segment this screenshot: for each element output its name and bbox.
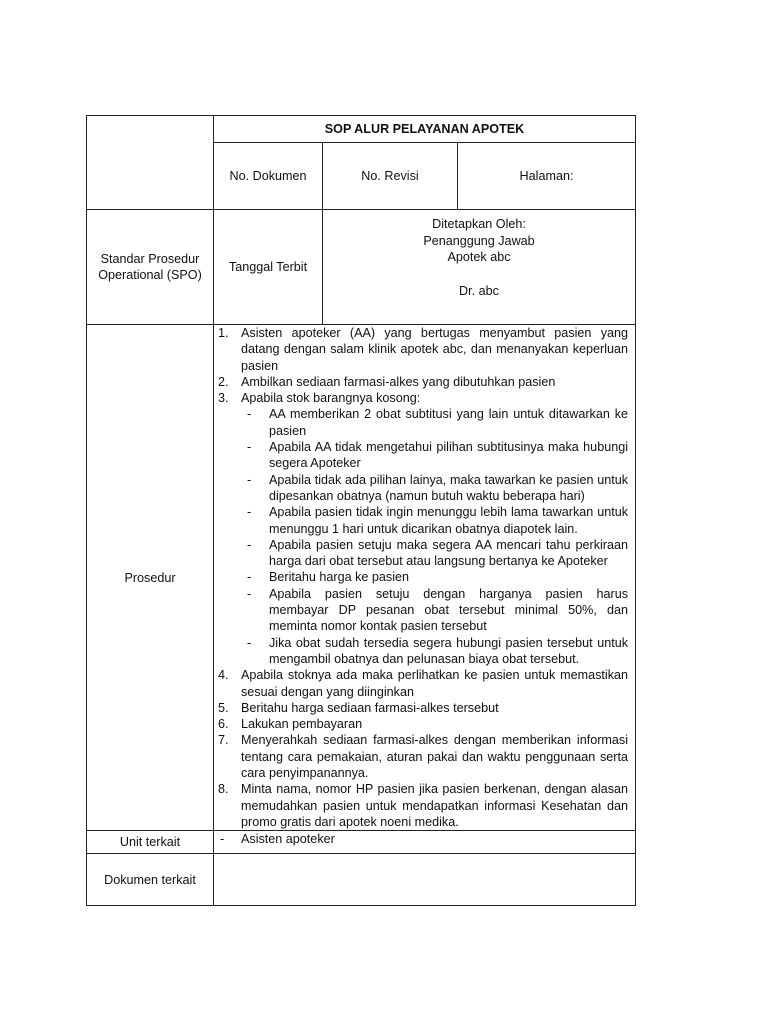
step-text: Lakukan pembayaran [241,717,363,732]
step-number: 4. [218,668,229,683]
dokumen-terkait-label: Dokumen terkait [87,854,214,906]
list-item [218,374,628,390]
step-text: Apabila stoknya ada maka perlihatkan ke pasien untuk memastikan sesuai dengan yang diinginkan [241,668,629,699]
dash-bullet: - [247,407,252,422]
spo-label-text: Standar Prosedur Operational (SPO) [98,251,202,282]
list-item [218,667,628,700]
no-dokumen-label: No. Dokumen [214,143,323,210]
substep-item [241,537,628,570]
tanggal-terbit-label: Tanggal Terbit [214,210,323,325]
unit-terkait-content [214,831,636,854]
document-title: SOP ALUR PELAYANAN APOTEK [214,116,636,143]
substep-text: Beritahu harga ke pasien [269,570,410,585]
step-text: Menyerahkah sediaan farmasi-alkes dengan memberikan informasi tentang cara pemakaian, aturan pakai dan waktu penggunaan serta cara penyimpanannya. [241,733,629,781]
step-number: 2. [218,374,229,389]
unit-terkait-row [87,831,636,854]
substep-item [241,439,628,472]
dash-bullet: - [247,440,252,455]
substep-text: Apabila pasien tidak ingin menunggu lebih lama tawarkan untuk menunggu 1 hari untuk dicarikan obatnya diapotek lain. [269,505,629,536]
substep-item [241,635,628,668]
list-item [218,732,628,781]
substep-item [241,472,628,505]
prosedur-content [214,325,636,831]
substep-item [241,504,628,537]
dash-bullet: - [247,537,252,552]
dokumen-terkait-content [214,854,636,906]
substep-text: Apabila tidak ada pilihan lainya, maka tawarkan ke pasien untuk dipesankan obatnya (namun butuh waktu beberapa hari) [269,472,629,503]
substep-item [241,569,628,585]
dash-bullet: - [247,505,252,520]
step-text: Ambilkan sediaan farmasi-alkes yang dibutuhkan pasien [241,374,556,389]
substep-text: Apabila pasien setuju dengan harganya pasien harus membayar DP pesanan obat tersebut minimal 50%, dan meminta nomor kontak pasien tersebut [269,586,629,634]
dash-bullet: - [220,832,225,847]
dash-bullet: - [247,586,252,601]
prosedur-row [87,325,636,831]
step-number: 3. [218,391,229,406]
no-revisi-label: No. Revisi [323,143,458,210]
step-number: 1. [218,326,229,340]
step-number: 5. [218,700,229,715]
spo-label [87,210,214,325]
unit-value: Asisten apoteker [241,832,335,847]
substep-text: Apabila pasien setuju maka segera AA mencari tahu perkiraan harga dari obat tersebut atau langsung bertanya ke Apoteker [269,537,629,569]
ditetapkan-block [323,210,636,325]
title-row [87,116,636,143]
spacer [323,266,635,283]
substep-item [241,406,628,439]
list-item [218,716,628,732]
sop-table [86,115,636,906]
list-item [218,325,628,374]
prosedur-label: Prosedur [87,325,214,831]
step-text: Beritahu harga sediaan farmasi-alkes tersebut [241,700,499,715]
unit-terkait-label: Unit terkait [87,831,214,854]
ditetapkan-line2: Penanggung Jawab [423,233,535,248]
blank-corner-cell [87,116,214,210]
step-number: 6. [218,717,229,732]
halaman-label: Halaman: [458,143,636,210]
dash-bullet: - [247,635,252,650]
ditetapkan-line1: Ditetapkan Oleh: [432,217,526,231]
step-text: Apabila stok barangnya kosong: [241,391,421,406]
dash-bullet: - [247,472,252,487]
list-item [218,781,628,830]
list-item [218,390,628,667]
list-item [218,700,628,716]
dokumen-terkait-row [87,854,636,906]
substep-text: AA memberikan 2 obat subtitusi yang lain untuk ditawarkan ke pasien [269,407,629,438]
step-text: Minta nama, nomor HP pasien jika pasien berkenan, dengan alasan memudahkan pasien untuk mendapatkan informasi Kesehatan dan promo gratis dari apotek noeni medika. [241,782,629,829]
substep-text: Apabila AA tidak mengetahui pilihan subtitusinya maka hubungi segera Apoteker [269,440,629,471]
unit-item [218,831,631,847]
substep-text: Jika obat sudah tersedia segera hubungi pasien tersebut untuk mengambil obatnya dan pelunasan biaya obat tersebut. [269,635,629,666]
dash-bullet: - [247,570,252,585]
signer-name: Dr. abc [459,283,499,298]
ditetapkan-line3: Apotek abc [447,250,511,264]
step-number: 7. [218,733,229,748]
sop-document [86,115,635,906]
procedure-steps [218,325,628,830]
substep-list [241,406,628,667]
step-number: 8. [218,782,229,797]
step-text: Asisten apoteker (AA) yang bertugas menyambut pasien yang datang dengan salam klinik apotek abc, dan menanyakan keperluan pasien [241,326,629,373]
spo-row [87,210,636,325]
substep-item [241,586,628,635]
